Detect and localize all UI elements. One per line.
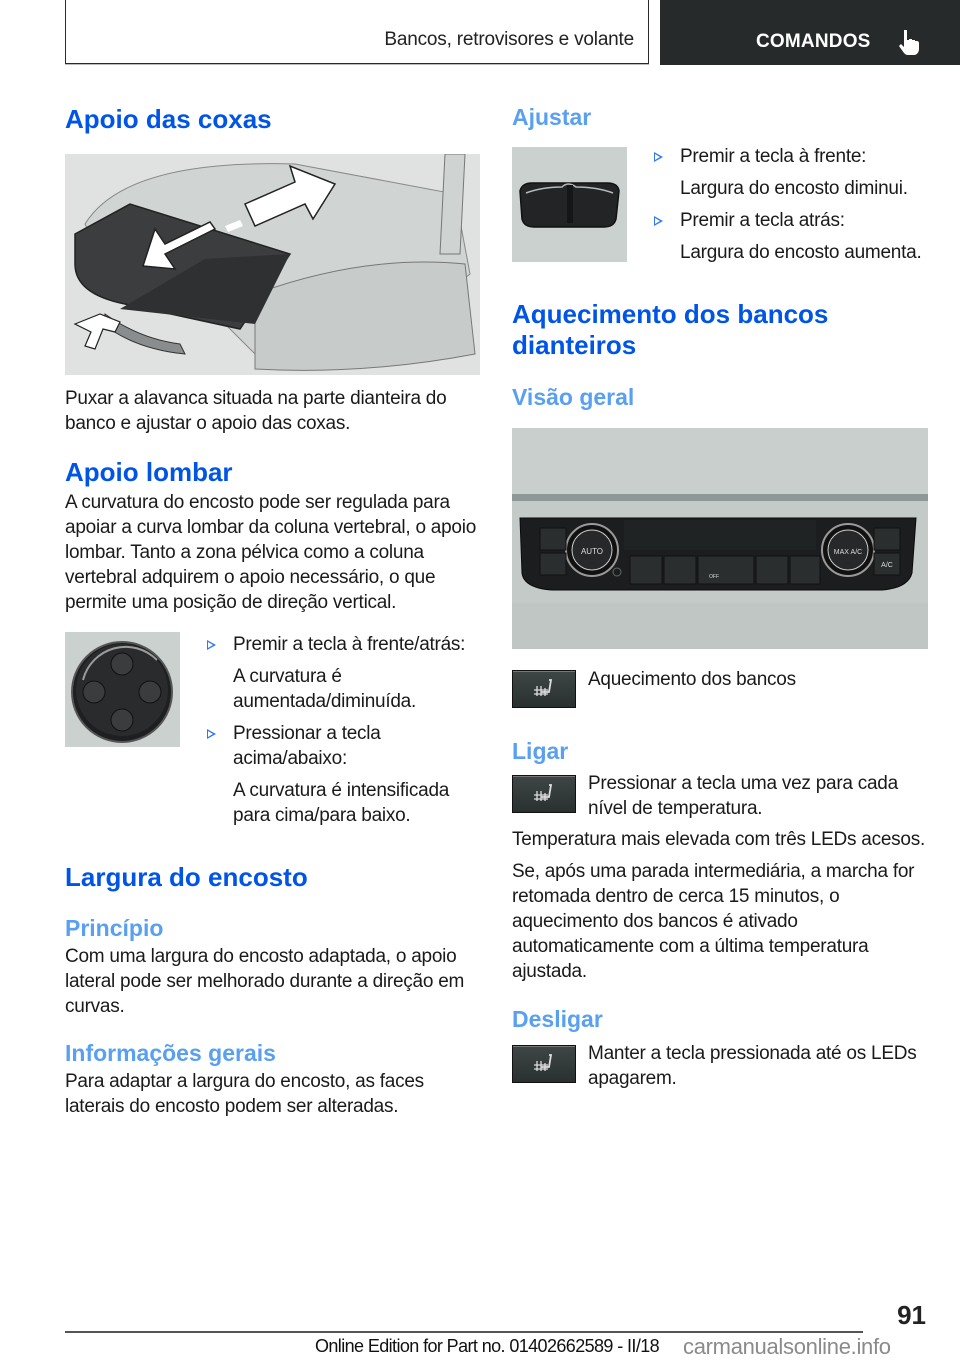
section-title: Bancos, retrovisores e volante xyxy=(384,29,634,50)
adjust-controls xyxy=(512,147,932,265)
thigh-support-text: Puxar a alavanca situada na parte dianteira do banco e ajustar o apoio das coxas. xyxy=(65,388,447,434)
list-item-result: A curvatura é aumentada/diminuída. xyxy=(233,666,417,712)
bullet-triangle-icon xyxy=(207,729,216,739)
subheading-adjust: Ajustar xyxy=(512,104,592,130)
auto-knob-label: AUTO xyxy=(580,547,604,556)
seat-heating-icon xyxy=(529,1053,559,1075)
subheading-switch-on: Ligar xyxy=(512,738,569,764)
subheading-switch-off: Desligar xyxy=(512,1006,603,1032)
seat-thigh-support-illustration xyxy=(65,154,480,375)
switch-on-leds-text: Temperatura mais elevada com três LEDs acesos. xyxy=(512,829,926,850)
bullet-triangle-icon xyxy=(654,152,663,162)
header-section-box xyxy=(65,0,649,64)
chapter-label: COMANDOS xyxy=(756,31,871,52)
switch-on-auto-text: Se, após uma parada intermediária, a marcha for retomada dentro de cerca 15 minutos, o aquecimento dos bancos é ativado automaticamente com a última temperatura ajustada. xyxy=(512,861,915,982)
lumbar-text: A curvatura do encosto pode ser regulada para apoiar a curva lombar da coluna vertebral, o apoio lombar. Tanto a zona pélvica como a coluna vertebral adquirem o apoio necessário, o que permite uma posição de direção vertical. xyxy=(65,492,477,613)
footer-divider xyxy=(65,1331,863,1333)
heading-backrest-width: Largura do encosto xyxy=(65,862,308,892)
backrest-width-rocker-switch xyxy=(512,147,627,262)
list-item-result: Largura do encosto diminui. xyxy=(680,178,908,199)
switch-on-text: Pressionar a tecla uma vez para cada nível de temperatura. xyxy=(588,773,898,819)
list-item: Premir a tecla à frente: xyxy=(654,144,932,169)
list-item-result: A curvatura é intensificada para cima/para baixo. xyxy=(233,780,450,826)
seat-heating-icon xyxy=(529,783,559,805)
subheading-principle: Princípio xyxy=(65,915,164,941)
list-item-result: Largura do encosto aumenta. xyxy=(680,242,922,263)
page-number: 91 xyxy=(897,1300,926,1330)
edition-note: Online Edition for Part no. 01402662589 - II/18 xyxy=(315,1336,660,1356)
fan-off-label: OFF xyxy=(709,574,719,580)
chapter-tab[interactable] xyxy=(660,0,960,65)
right-column xyxy=(512,98,932,1091)
ac-button-label: A/C xyxy=(881,562,893,569)
heading-seat-heating: Aquecimento dos bancos dianteiros xyxy=(512,299,829,360)
lumbar-four-way-button xyxy=(65,632,180,747)
bullet-triangle-icon xyxy=(207,640,216,650)
left-column xyxy=(65,98,485,1119)
list-item: Premir a tecla à frente/atrás: xyxy=(207,632,485,657)
switch-off-row xyxy=(512,1045,932,1091)
climate-control-panel xyxy=(512,428,928,649)
seat-heating-icon xyxy=(529,678,559,700)
lumbar-bullet-list xyxy=(207,632,485,828)
list-item: Premir a tecla atrás: xyxy=(654,208,932,233)
subheading-overview: Visão geral xyxy=(512,384,635,410)
subheading-general-info: Informações gerais xyxy=(65,1040,276,1066)
seat-heating-button[interactable] xyxy=(512,670,576,708)
max-ac-knob-label: MAX A/C xyxy=(833,549,863,556)
switch-off-text: Manter a tecla pressionada até os LEDs apagarem. xyxy=(588,1043,917,1089)
list-item: Pressionar a tecla acima/abaixo: xyxy=(207,721,485,771)
seat-heating-button[interactable] xyxy=(512,1045,576,1083)
heading-thigh-support: Apoio das coxas xyxy=(65,104,272,134)
principle-text: Com uma largura do encosto adaptada, o apoio lateral pode ser melhorado durante a direção em curvas. xyxy=(65,946,465,1017)
heading-lumbar-support: Apoio lombar xyxy=(65,457,233,487)
bullet-triangle-icon xyxy=(654,216,663,226)
watermark: carmanualsonline.info xyxy=(683,1334,891,1359)
seat-heating-button-row xyxy=(512,670,932,708)
switch-on-row xyxy=(512,775,932,821)
lumbar-controls xyxy=(65,632,485,828)
general-info-text: Para adaptar a largura do encosto, as faces laterais do encosto podem ser alteradas. xyxy=(65,1071,424,1117)
pointing-hand-icon xyxy=(898,29,920,55)
adjust-bullet-list xyxy=(654,144,932,265)
seat-heating-caption: Aquecimento dos bancos xyxy=(588,669,796,690)
seat-heating-button[interactable] xyxy=(512,775,576,813)
